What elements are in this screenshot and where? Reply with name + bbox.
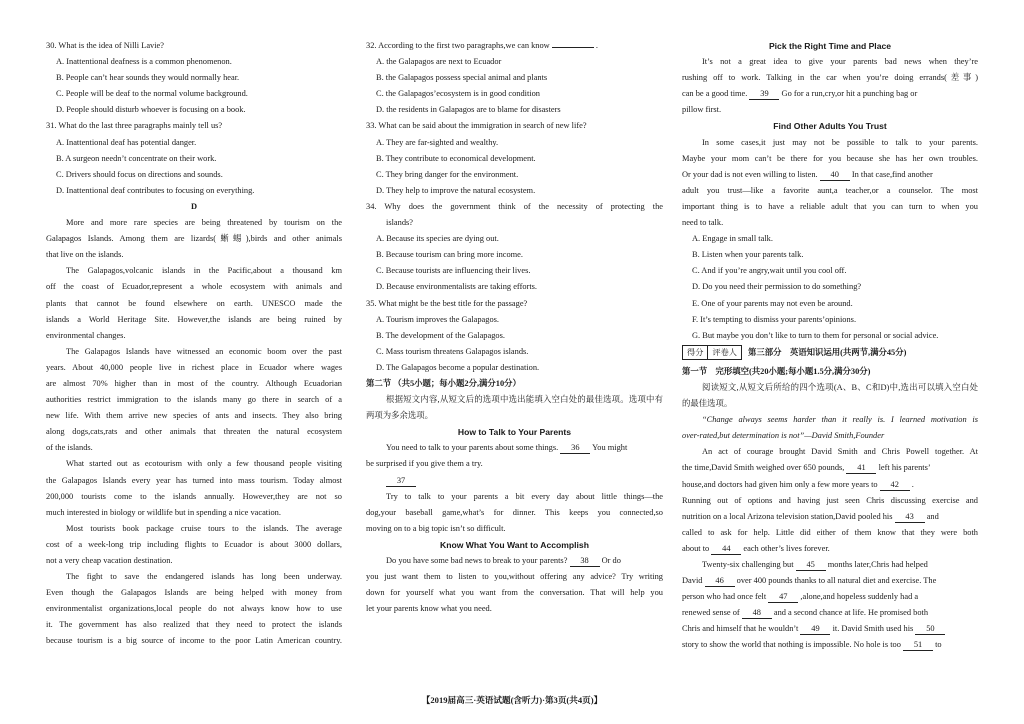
text-line: 两项为多余选项。: [366, 411, 433, 421]
text-line: D: [190, 201, 198, 211]
text-line: cost of a week-long trip including flights to Ecuador is about 3000 dollars,: [46, 539, 342, 549]
text-line: B. Listen when your parents talk.: [692, 250, 804, 260]
text-line: off the coast of Ecuador,represent a whole ecosystem with animals and: [46, 282, 342, 292]
text-line: A. Tourism improves the Galapagos.: [376, 314, 500, 324]
text-line: Maybe your mom can’t be there for you because she has her own troubles.: [682, 153, 978, 163]
text-line: 根据短文内容,从短文后的选项中选出能填入空白处的最佳选项。选项中有: [386, 395, 663, 405]
text-segment: and: [924, 511, 939, 521]
text-segment: it. David Smith used his: [830, 624, 914, 634]
text-line: “Change always seems harder than it really is. I learned motivation is: [702, 415, 978, 425]
text-segment: In that case,find another: [849, 169, 933, 179]
answer-blank: 47: [768, 591, 798, 603]
text-line: It’s not a great idea to give your parents bad news when they’re: [702, 57, 978, 67]
text-line: D. Because environmentalists are taking efforts.: [376, 282, 538, 292]
answer-blank: [552, 47, 594, 48]
text-line: An act of courage brought David Smith and Chris Powell together. At: [702, 447, 978, 457]
text-line: plants that cannot be found elsewhere on earth. UNESCO made the: [46, 298, 342, 308]
text-line: A. the Galapagos are next to Ecuador: [376, 57, 502, 67]
answer-blank: 49: [800, 623, 830, 635]
text-line: 第一节 完形填空(共20小题;每小题1.5分,满分30分): [682, 366, 871, 376]
text-line: C. Because tourists are influencing their lives.: [376, 266, 531, 276]
section-heading: How to Talk to Your Parents: [457, 427, 572, 438]
text-line: down for yourself what you want from the conversation. That will help you: [366, 588, 663, 598]
text-line: [366, 553, 663, 569]
answer-blank: 39: [749, 88, 779, 100]
answer-blank: 51: [903, 639, 933, 651]
text-segment: 32. According to the first two paragraphs,we can know: [366, 41, 552, 50]
text-segment: David: [682, 576, 705, 586]
text-line: B. the Galapagos possess special animal and plants: [376, 73, 548, 83]
text-line: What started out as ecotourism with only a few thousand people visiting: [66, 459, 342, 469]
text-line: Try to talk to your parents a bit every day about little things—the: [386, 491, 663, 501]
text-line: A. They are far-sighted and wealthy.: [376, 137, 499, 147]
text-line: D. They help to improve the natural ecosystem.: [376, 185, 536, 195]
text-line: B. People can’t hear sounds they would normally hear.: [56, 73, 240, 83]
text-line: [682, 573, 978, 589]
text-line: moving on to a big topic isn’t so difficult.: [366, 523, 506, 533]
text-line: rushing off to work. Talking in the car when you’re doing errands(差事): [682, 73, 978, 83]
text-segment: each other’s lives forever.: [741, 543, 830, 553]
text-line: 阅读短文,从短文后所给的四个选项(A、B、C和D)中,选出可以填入空白处: [702, 382, 978, 392]
section-score-header: [682, 345, 978, 361]
text-line: [682, 605, 978, 621]
text-line: islands?: [386, 218, 413, 228]
text-line: A. Because its species are dying out.: [376, 234, 499, 244]
column-right: [682, 38, 978, 654]
text-line: [366, 473, 663, 489]
text-segment: renewed sense of: [682, 608, 742, 618]
page-footer: 【2019届高三·英语试题(含听力)·第3页(共4页)】: [421, 695, 603, 705]
text-line: C. Drivers should focus on directions and sounds.: [56, 169, 223, 179]
text-line: be surprised if you give them a try.: [366, 459, 483, 469]
text-line: A. Inattentional deafness is a common phenomenon.: [56, 57, 232, 67]
text-segment: Or your dad is not even willing to listen.: [682, 169, 820, 179]
text-line: 200,000 tourists come to the islands annually. However,they are not so: [46, 491, 342, 501]
text-line: adult you trust—like a favorite aunt,a teacher,or a counselor. The most: [682, 185, 978, 195]
section-heading: Know What You Want to Accomplish: [440, 539, 589, 550]
text-segment: to: [933, 640, 942, 650]
text-line: islands a World Heritage Site. However,the islands are being ruined by: [46, 314, 342, 324]
text-segment: You might: [590, 443, 628, 453]
section-heading: Find Other Adults You Trust: [773, 121, 887, 132]
text-line: Galapagos Islands. Among them are lizards(蜥蜴),birds and other animals: [46, 234, 342, 244]
text-line: new life. With them arrive new species of ants and insects. They also bring: [46, 411, 342, 421]
text-line: [682, 167, 978, 183]
text-line: 第二节 （共5小题；每小题2分,满分10分）: [366, 378, 521, 388]
answer-blank: 41: [846, 462, 876, 474]
text-line: years. About 40,000 people live in richest place in Ecuador where wages: [46, 362, 342, 372]
text-segment: Go for a run,cry,or hit a punching bag or: [779, 89, 918, 99]
text-segment: about to: [682, 543, 712, 553]
text-line: G. But maybe you don’t like to turn to them for personal or social advice.: [692, 330, 939, 340]
text-line: [366, 38, 663, 54]
text-line: In some cases,it just may not be possible to talk to your parents.: [702, 137, 978, 147]
text-line: B. They contribute to economical development.: [376, 153, 536, 163]
text-line: that live on the islands.: [46, 250, 124, 260]
answer-blank: 44: [711, 543, 741, 555]
text-line: B. A surgeon needn’t concentrate on their work.: [56, 153, 217, 163]
answer-blank: 40: [820, 169, 850, 181]
text-line: Running out of options and having just seen Chris discussing exercise and: [682, 495, 978, 505]
text-line: Even though the Galapagos Islands are being helped with money from: [46, 588, 342, 598]
text-line: called to ask for help. Little did either of them know that they were both: [682, 527, 978, 537]
text-line: D. the residents in Galapagos are to blame for disasters: [376, 105, 561, 115]
text-line: D. Inattentional deaf contributes to focusing on everything.: [56, 185, 255, 195]
text-line: C. Mass tourism threatens Galapagos islands.: [376, 346, 529, 356]
text-line: [682, 621, 978, 637]
answer-blank: 37: [386, 475, 416, 487]
text-line: [682, 477, 978, 493]
text-segment: months later,Chris had helped: [825, 560, 928, 569]
text-segment: person who had once felt: [682, 592, 769, 602]
text-line: you just want them to listen to you,without offering any advice? Try writing: [366, 572, 663, 582]
text-line: not a very cheap vacation destination.: [46, 556, 173, 565]
text-line: [682, 541, 978, 557]
text-line: F. It’s tempting to dismiss your parents’opinions.: [692, 314, 857, 324]
text-line: More and more rare species are being threatened by tourism on the: [66, 218, 342, 228]
text-line: 33. What can be said about the immigration in search of new life?: [366, 121, 587, 131]
text-line: let your parents know what you need.: [366, 604, 492, 614]
text-line: D. People should disturb whoever is focusing on a book.: [56, 105, 246, 115]
column-left: [46, 38, 342, 650]
text-line: The Galapagos Islands have witnessed an economic boom over the past: [66, 346, 342, 356]
text-segment: Or do: [599, 556, 621, 565]
section-title: 第三部分 英语知识运用(共两节,满分45分): [747, 347, 907, 357]
answer-blank: 38: [570, 555, 600, 567]
text-line: The fight to save the endangered islands has long been underway.: [66, 572, 342, 582]
answer-blank: 50: [915, 623, 945, 635]
answer-blank: 45: [796, 559, 826, 571]
text-line: need to talk.: [682, 218, 724, 228]
text-segment: ,alone,and hopeless suddenly had a: [798, 592, 919, 602]
text-line: [366, 440, 663, 456]
text-segment: left his parents’: [876, 463, 931, 473]
text-line: environmental changes.: [46, 330, 126, 340]
text-line: environmentalist organizations,local people do not always know how to use: [46, 604, 342, 614]
text-line: [682, 509, 978, 525]
text-line: [682, 460, 978, 476]
text-line: [682, 637, 978, 653]
score-box: [682, 345, 742, 360]
text-line: much interested in biology or wildlife but in spending a nice vacation.: [46, 507, 281, 517]
text-line: of the islands.: [46, 443, 93, 453]
text-line: C. They bring danger for the environment.: [376, 169, 519, 179]
text-line: the Galapagos Islands every year has turned into mass tourism. Today almost: [46, 475, 342, 485]
text-line: pillow first.: [682, 105, 722, 115]
text-line: B. The development of the Galapagos.: [376, 330, 505, 340]
text-line: [682, 86, 978, 102]
text-segment: .: [593, 41, 599, 50]
text-line: 34. Why does the government think of the necessity of protecting the: [366, 201, 663, 211]
text-segment: can be a good time.: [682, 89, 750, 99]
text-line: along dogs,cats,rats and other animals that threaten the natural ecosystem: [46, 427, 342, 437]
text-line: A. Inattentional deaf has potential danger.: [56, 137, 197, 147]
text-line: C. And if you’re angry,wait until you cool off.: [692, 266, 847, 276]
text-line: B. Because tourism can bring more income.: [376, 250, 523, 260]
text-segment: nutrition on a local Arizona television station,David pooled his: [682, 511, 895, 521]
grader-label: 评卷人: [712, 348, 737, 358]
answer-blank: 36: [560, 442, 590, 454]
answer-blank: 48: [742, 607, 772, 619]
text-line: A. Engage in small talk.: [692, 234, 773, 244]
answer-blank: 42: [880, 479, 910, 491]
text-line: E. One of your parents may not even be around.: [692, 298, 853, 308]
text-segment: the time,David Smith weighed over 650 pounds,: [682, 463, 847, 473]
text-line: over-rated,but determination is not”—David Smith,Founder: [682, 431, 885, 441]
text-line: 30. What is the idea of Nilli Lavie?: [46, 41, 164, 50]
text-line: are almost 70% higher than in most of the country. Although Ecuadorian: [46, 378, 342, 388]
text-segment: Twenty-six challenging but: [702, 560, 796, 569]
text-line: The Galapagos,volcanic islands in the Pacific,about a thousand km: [66, 266, 342, 276]
text-line: 31. What do the last three paragraphs mainly tell us?: [46, 121, 223, 131]
text-line: Most tourists book package cruise tours to the islands. The average: [66, 523, 342, 533]
score-label: 得分: [683, 346, 708, 359]
text-segment: Do you have some bad news to break to your parents?: [386, 556, 570, 565]
answer-blank: 43: [895, 511, 925, 523]
text-line: C. People will be deaf to the normal volume background.: [56, 89, 248, 99]
text-line: authorities restrict immigration to the islands many go there in search of a: [46, 395, 342, 405]
text-segment: house,and doctors had given him only a few more years to: [682, 479, 880, 489]
text-line: D. Do you need their permission to do something?: [692, 282, 862, 292]
text-segment: Chris and himself that he wouldn’t: [682, 624, 801, 634]
text-segment: .: [909, 479, 914, 489]
section-heading: Pick the Right Time and Place: [768, 41, 892, 51]
text-segment: and a second chance at life. He promised both: [771, 608, 929, 618]
text-line: C. the Galapagos’ecosystem is in good condition: [376, 89, 540, 99]
text-line: 35. What might be the best title for the passage?: [366, 298, 528, 308]
column-middle: [366, 38, 663, 617]
text-segment: over 400 pounds thanks to all natural diet and exercise. The: [734, 576, 937, 586]
text-line: [682, 557, 978, 573]
text-line: 的最佳选项。: [682, 399, 733, 409]
text-line: [682, 589, 978, 605]
text-line: dog,your baseball game,what’s for dinner. This keeps you connected,so: [366, 507, 663, 517]
text-segment: You need to talk to your parents about some things.: [386, 443, 561, 453]
text-line: important thing is to have a reliable adult that you can turn to when you: [682, 201, 978, 211]
answer-blank: 46: [705, 575, 735, 587]
text-line: because tourism is a big source of income to the poor Latin American country.: [46, 636, 342, 646]
text-line: it. The government has also realized that they need to protect the islands: [46, 620, 342, 630]
text-line: D. The Galapagos become a popular destination.: [376, 362, 540, 372]
text-segment: story to show the world that nothing is impossible. No hole is too: [682, 640, 904, 650]
